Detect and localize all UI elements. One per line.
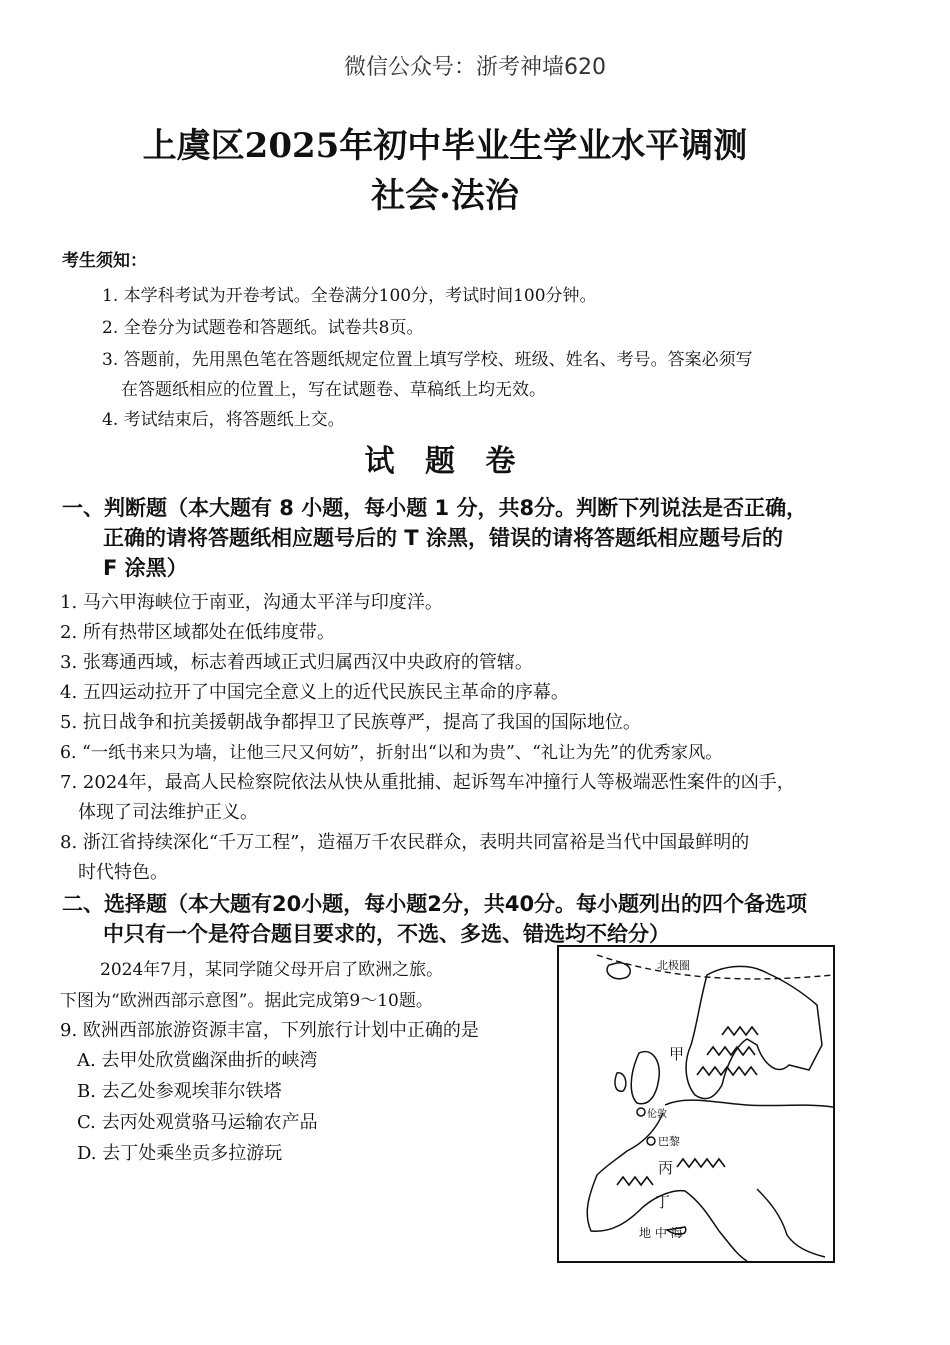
label-paris: 巴黎 <box>658 1135 680 1148</box>
question-item: 8. 浙江省持续深化“千万工程”，造福万千农民群众，表明共同富裕是当代中国最鲜明的 <box>60 832 750 853</box>
material-intro: 下图为“欧洲西部示意图”。据此完成第9～10题。 <box>60 991 433 1011</box>
label-jia: 甲 <box>669 1045 685 1063</box>
arctic-circle-label: 北极圈 <box>657 959 690 972</box>
section1-heading: 正确的请将答题纸相应题号后的 T 涂黑，错误的请将答题纸相应题号后的 <box>103 526 783 550</box>
section2-heading: 二、选择题（本大题有20小题，每小题2分，共40分。每小题列出的四个备选项 <box>62 892 808 916</box>
notice-item: 3. 答题前，先用黑色笔在答题纸规定位置上填写学校、班级、姓名、考号。答案必须写 <box>102 350 753 370</box>
material-intro: 2024年7月，某同学随父母开启了欧洲之旅。 <box>100 960 444 980</box>
question-item: 3. 张骞通西域，标志着西域正式归属西汉中央政府的管辖。 <box>60 652 533 673</box>
option-c: C. 去丙处观赏骆马运输农产品 <box>77 1112 318 1133</box>
question-item: 2. 所有热带区域都处在低纬度带。 <box>60 622 335 643</box>
notice-item: 1. 本学科考试为开卷考试。全卷满分100分，考试时间100分钟。 <box>102 286 597 306</box>
paper-title: 试 题 卷 <box>364 444 526 479</box>
section1-heading: F 涂黑） <box>103 556 188 580</box>
option-b: B. 去乙处参观埃菲尔铁塔 <box>77 1081 282 1102</box>
europe-map <box>557 945 835 1263</box>
notice-item: 在答题纸相应的位置上，写在试题卷、草稿纸上均无效。 <box>121 380 546 400</box>
option-d: D. 去丁处乘坐贡多拉游玩 <box>77 1143 283 1164</box>
notice-item: 4. 考试结束后，将答题纸上交。 <box>102 410 345 430</box>
watermark-text: 微信公众号：浙考神墙620 <box>344 55 606 80</box>
question-9: 9. 欧洲西部旅游资源丰富，下列旅行计划中正确的是 <box>60 1020 479 1041</box>
question-item: 6. “一纸书来只为墙，让他三尺又何妨”，折射出“以和为贵”、“礼让为先”的优秀家风。 <box>60 743 723 763</box>
exam-title: 上虞区2025年初中毕业生学业水平调测 <box>142 126 748 166</box>
label-bing: 丙 <box>658 1159 674 1177</box>
question-item: 5. 抗日战争和抗美援朝战争都捍卫了民族尊严，提高了我国的国际地位。 <box>60 712 641 733</box>
question-item-cont: 体现了司法维护正义。 <box>78 802 258 823</box>
question-item: 7. 2024年，最高人民检察院依法从快从重批捕、起诉驾车冲撞行人等极端恶性案件的凶手， <box>60 772 795 793</box>
question-item: 1. 马六甲海峡位于南亚，沟通太平洋与印度洋。 <box>60 592 443 613</box>
label-mediterranean: 地 中 海 <box>639 1226 683 1240</box>
section2-heading: 中只有一个是符合题目要求的，不选、多选、错选均不给分） <box>103 922 670 946</box>
question-item: 4. 五四运动拉开了中国完全意义上的近代民族民主革命的序幕。 <box>60 682 569 703</box>
map-frame <box>558 946 834 1262</box>
exam-subject: 社会·法治 <box>371 176 519 216</box>
label-london: 伦敦 <box>647 1109 667 1120</box>
label-ding: 丁 <box>655 1193 671 1211</box>
notice-heading: 考生须知： <box>62 251 147 271</box>
notice-item: 2. 全卷分为试题卷和答题纸。试卷共8页。 <box>102 318 424 338</box>
option-a: A. 去甲处欣赏幽深曲折的峡湾 <box>77 1050 318 1071</box>
section1-heading: 一、判断题（本大题有 8 小题，每小题 1 分，共8分。判断下列说法是否正确， <box>62 496 808 520</box>
question-item-cont: 时代特色。 <box>78 862 168 883</box>
